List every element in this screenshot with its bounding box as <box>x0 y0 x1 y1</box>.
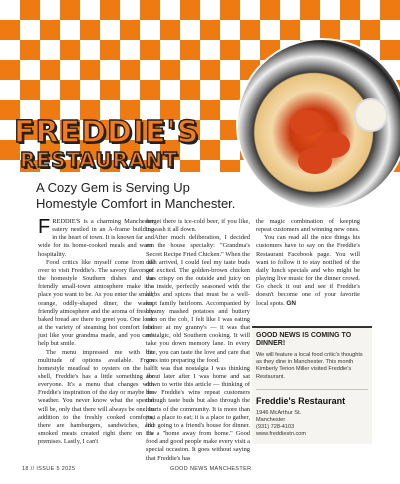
ranch-dip-cup <box>354 98 388 132</box>
wing-shape <box>298 148 332 174</box>
restaurant-name: Freddie's Restaurant <box>256 395 346 406</box>
phone-number: (931) 728-4103 <box>256 423 295 430</box>
article-column-2 <box>146 218 250 463</box>
paragraph: The menu impressed me with the multitude of options available. From homestyle meatloaf to oysters on the half shell, Freddie's has a little something for everyone. It's a menu that changes with Freddie's inspiration of the day or maybe the weather. You never know what the special will be, only that there will always be one. In addition to the freshly cooked comforts, there are hamburgers, sandwiches, and smoked meats created right there on the premises. Lastly, I can't <box>38 348 154 446</box>
title-line-1: FREDDIE'S <box>14 115 200 150</box>
article-column-1 <box>38 218 154 446</box>
wing-shape <box>290 110 324 136</box>
page-title <box>14 115 200 172</box>
paragraph: It was that nostalgia I was thinking about later after I was home and sat down to write this article — thinking of how Freddie's wins repeat customers through taste buds but also through the hearts of the community. It is more than just a place to eat; it is a place to gather, like going to a friend's house for dinner. It's a "home away from home." Good food and good people make every visit a special occasion. It goes without saying that Freddie's has <box>146 364 250 462</box>
paragraph <box>38 218 154 259</box>
address-city: Manchester <box>256 416 286 423</box>
fried-chicken-wings-photo <box>238 40 400 208</box>
address-line: 1946 McArthur St. <box>256 409 302 416</box>
sidebar-heading: GOOD NEWS IS COMING TO DINNER! <box>256 332 352 347</box>
sidebar-box <box>252 326 372 444</box>
publication-footer: GOOD NEWS MANCHESTER <box>170 466 252 472</box>
divider <box>256 389 368 390</box>
paragraph <box>256 234 360 307</box>
paragraph: the magic combination of keeping repeat customers and winning new ones. <box>256 218 360 234</box>
article-column-3 <box>256 218 360 308</box>
drop-cap: F <box>38 216 51 238</box>
paragraph: After much deliberation, I decided on the house specialty: "Grandma's Secret Recipe Fried Chicken." When the dish arrived, I could feel my taste buds get excited. The golden-brown chicken was crispy on the outside and juicy on the inside, perfectly seasoned with the herbs and spices that must be a well-kept family heirloom. Accompanied by creamy mashed potatoes and buttery corn on the cob, I felt like I was eating dinner at my granny's — it was that nostalgic, old Southern cooking. It will take you down memory lane. In every bite, you can taste the love and care that goes into preparing the food. <box>146 234 250 364</box>
restaurant-address <box>256 410 368 438</box>
website-link[interactable]: www.freddiestn.com <box>256 430 307 437</box>
end-mark: GN <box>286 299 296 307</box>
page-number-footer: 18 // ISSUE 5 2025 <box>22 466 76 472</box>
paragraph: Food critics like myself come from all over to visit Freddie's. The savory flavors of the homestyle Southern dishes and the friendly small-town atmosphere make it a place you want to be. As you enter the small, orange, oddly-shaped diner, the warm, friendly atmosphere and the aroma of freshly baked bread are there to greet you. One look at the variety of steaming hot comfort food just like your grandma made, and you can't help but smile. <box>38 258 154 348</box>
paragraph-text: You can read all the nice things his customers have to say on the Freddie's Restaurant Facebook page. You will want to follow it to stay notified of the daily lunch specials and who might be playing live music for the dinner crowd. Go check it out and see if Freddie's doesn't become one of your favorite local spots. <box>256 234 360 307</box>
title-line-2: RESTAURANT <box>20 148 178 172</box>
paragraph-text: REDDIE'S is a charming Manchester eatery nestled in an A-frame building in the heart of town. It is known far and wide for its home-cooked meals and warm hospitality. <box>38 218 154 258</box>
subtitle: A Cozy Gem is Serving Up Homestyle Comfort in Manchester. <box>36 180 236 211</box>
paragraph: forget there is ice-cold beer, if you like, to wash it all down. <box>146 218 250 234</box>
sidebar-text: We will feature a local food critic's thoughts as they dine in Manchester. This month Kimberly Terion Miller visited Freddie's Restaurant. <box>256 352 363 380</box>
